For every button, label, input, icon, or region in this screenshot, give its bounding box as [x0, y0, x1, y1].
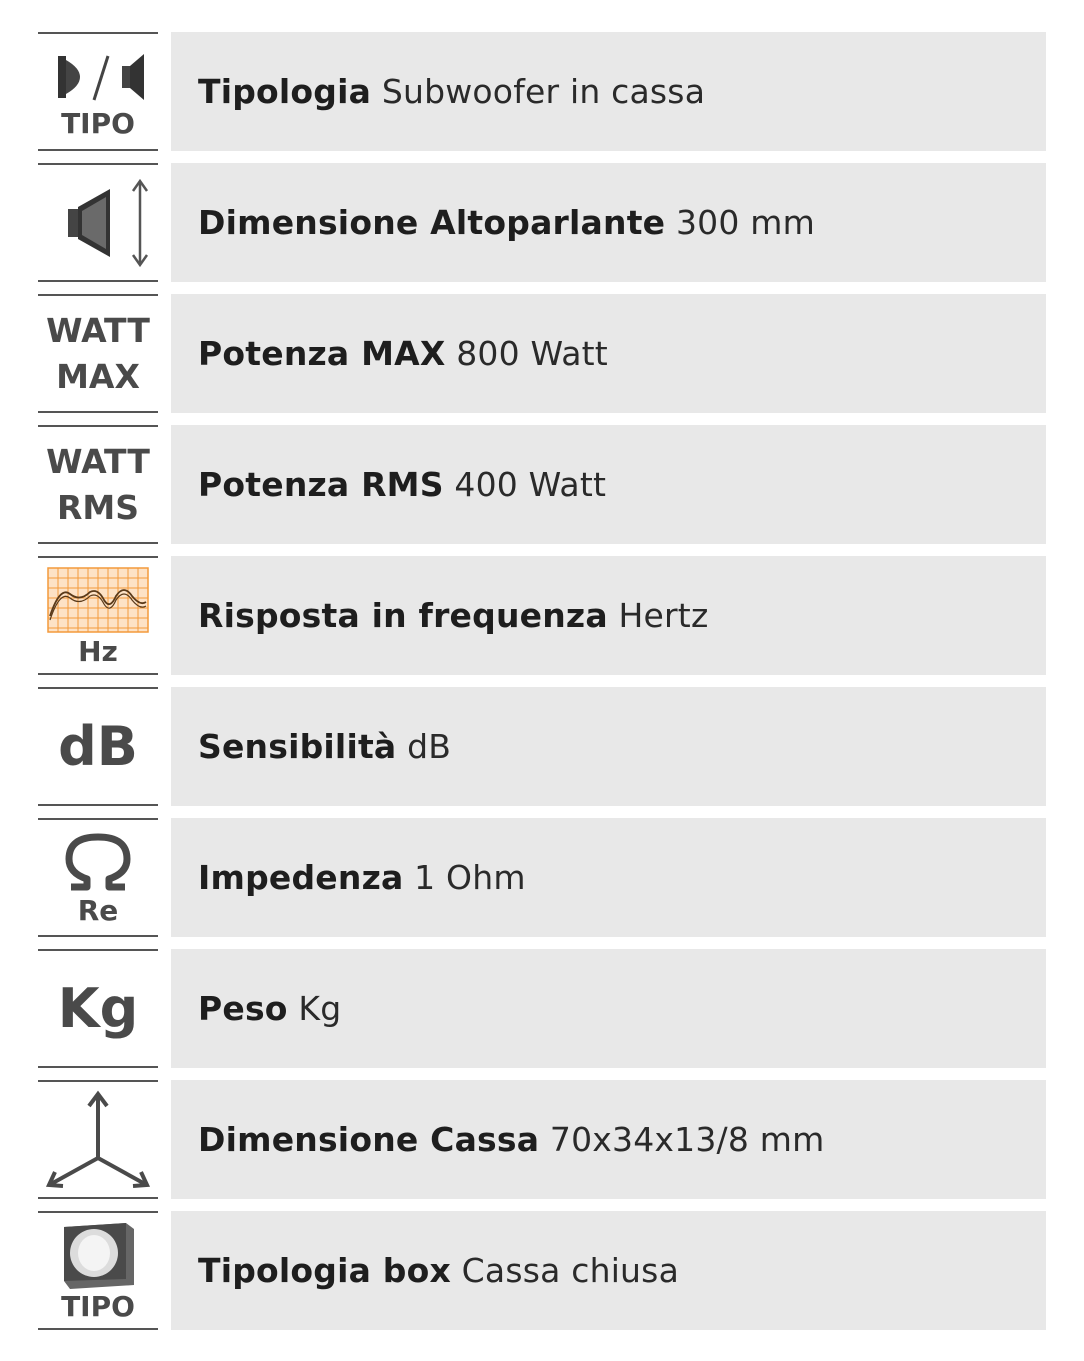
spec-value-cell — [171, 818, 1046, 937]
spec-value-cell — [171, 294, 1046, 413]
spec-icon-cell — [38, 818, 158, 937]
spec-value: 300 mm — [675, 203, 815, 242]
icon-line-1: WATT — [46, 441, 150, 481]
spec-row-box-size — [38, 1080, 1046, 1199]
spec-row-box-type — [38, 1211, 1046, 1330]
spec-value: Kg — [298, 989, 342, 1028]
spec-row-sensitivity — [38, 687, 1046, 806]
spec-icon-cell — [38, 294, 158, 413]
spec-row-weight — [38, 949, 1046, 1068]
spec-value: 400 Watt — [454, 465, 607, 504]
decibel-icon: dB — [58, 714, 138, 778]
spec-label: Dimensione Altoparlante — [198, 203, 666, 242]
spec-icon-cell — [38, 425, 158, 544]
spec-value-cell — [171, 163, 1046, 282]
spec-value: dB — [407, 727, 452, 766]
speaker-type-icon — [46, 46, 150, 106]
spec-value-cell — [171, 949, 1046, 1068]
spec-value: 70x34x13/8 mm — [549, 1120, 825, 1159]
spec-row-speaker-size — [38, 163, 1046, 282]
spec-value: 800 Watt — [456, 334, 608, 373]
ohm-icon — [63, 831, 133, 893]
spec-value-cell — [171, 1211, 1046, 1330]
watt-rms-icon — [46, 439, 150, 531]
spec-label: Potenza RMS — [198, 465, 444, 504]
spec-icon-cell — [38, 163, 158, 282]
spec-label: Tipologia box — [198, 1251, 451, 1290]
weight-icon: Kg — [57, 976, 139, 1040]
spec-label: Peso — [198, 989, 288, 1028]
spec-value-cell — [171, 1080, 1046, 1199]
spec-icon-cell — [38, 687, 158, 806]
spec-icon-cell — [38, 556, 158, 675]
spec-row-frequency — [38, 556, 1046, 675]
speaker-size-icon — [46, 175, 150, 271]
spec-icon-cell — [38, 32, 158, 151]
spec-value-cell — [171, 32, 1046, 151]
spec-label: Potenza MAX — [198, 334, 446, 373]
icon-line-2: MAX — [56, 356, 140, 396]
icon-line-1: WATT — [46, 310, 150, 350]
dimension-axes-icon — [43, 1088, 153, 1192]
spec-value: Subwoofer in cassa — [381, 72, 706, 111]
spec-label: Tipologia — [198, 72, 372, 111]
spec-icon-cell — [38, 1211, 158, 1330]
spec-list — [38, 32, 1046, 1342]
spec-value: Hertz — [618, 596, 709, 635]
spec-value: 1 Ohm — [414, 858, 526, 897]
spec-icon-label: Re — [77, 893, 119, 927]
spec-row-type — [38, 32, 1046, 151]
spec-icon-label: TIPO — [61, 1289, 135, 1323]
spec-row-power-max — [38, 294, 1046, 413]
spec-icon-cell — [38, 1080, 158, 1199]
spec-icon-label: TIPO — [61, 106, 135, 140]
spec-value-cell — [171, 687, 1046, 806]
spec-label: Dimensione Cassa — [198, 1120, 540, 1159]
box-type-icon — [56, 1221, 140, 1289]
frequency-graph-icon — [46, 566, 150, 634]
spec-label: Impedenza — [198, 858, 404, 897]
spec-value: Cassa chiusa — [461, 1251, 679, 1290]
spec-label: Risposta in frequenza — [198, 596, 608, 635]
watt-max-icon — [46, 308, 150, 400]
spec-row-impedance — [38, 818, 1046, 937]
spec-value-cell — [171, 556, 1046, 675]
spec-icon-label: Hz — [78, 634, 118, 668]
icon-line-2: RMS — [56, 487, 140, 527]
spec-value-cell — [171, 425, 1046, 544]
spec-icon-cell — [38, 949, 158, 1068]
spec-label: Sensibilità — [198, 727, 397, 766]
spec-row-power-rms — [38, 425, 1046, 544]
